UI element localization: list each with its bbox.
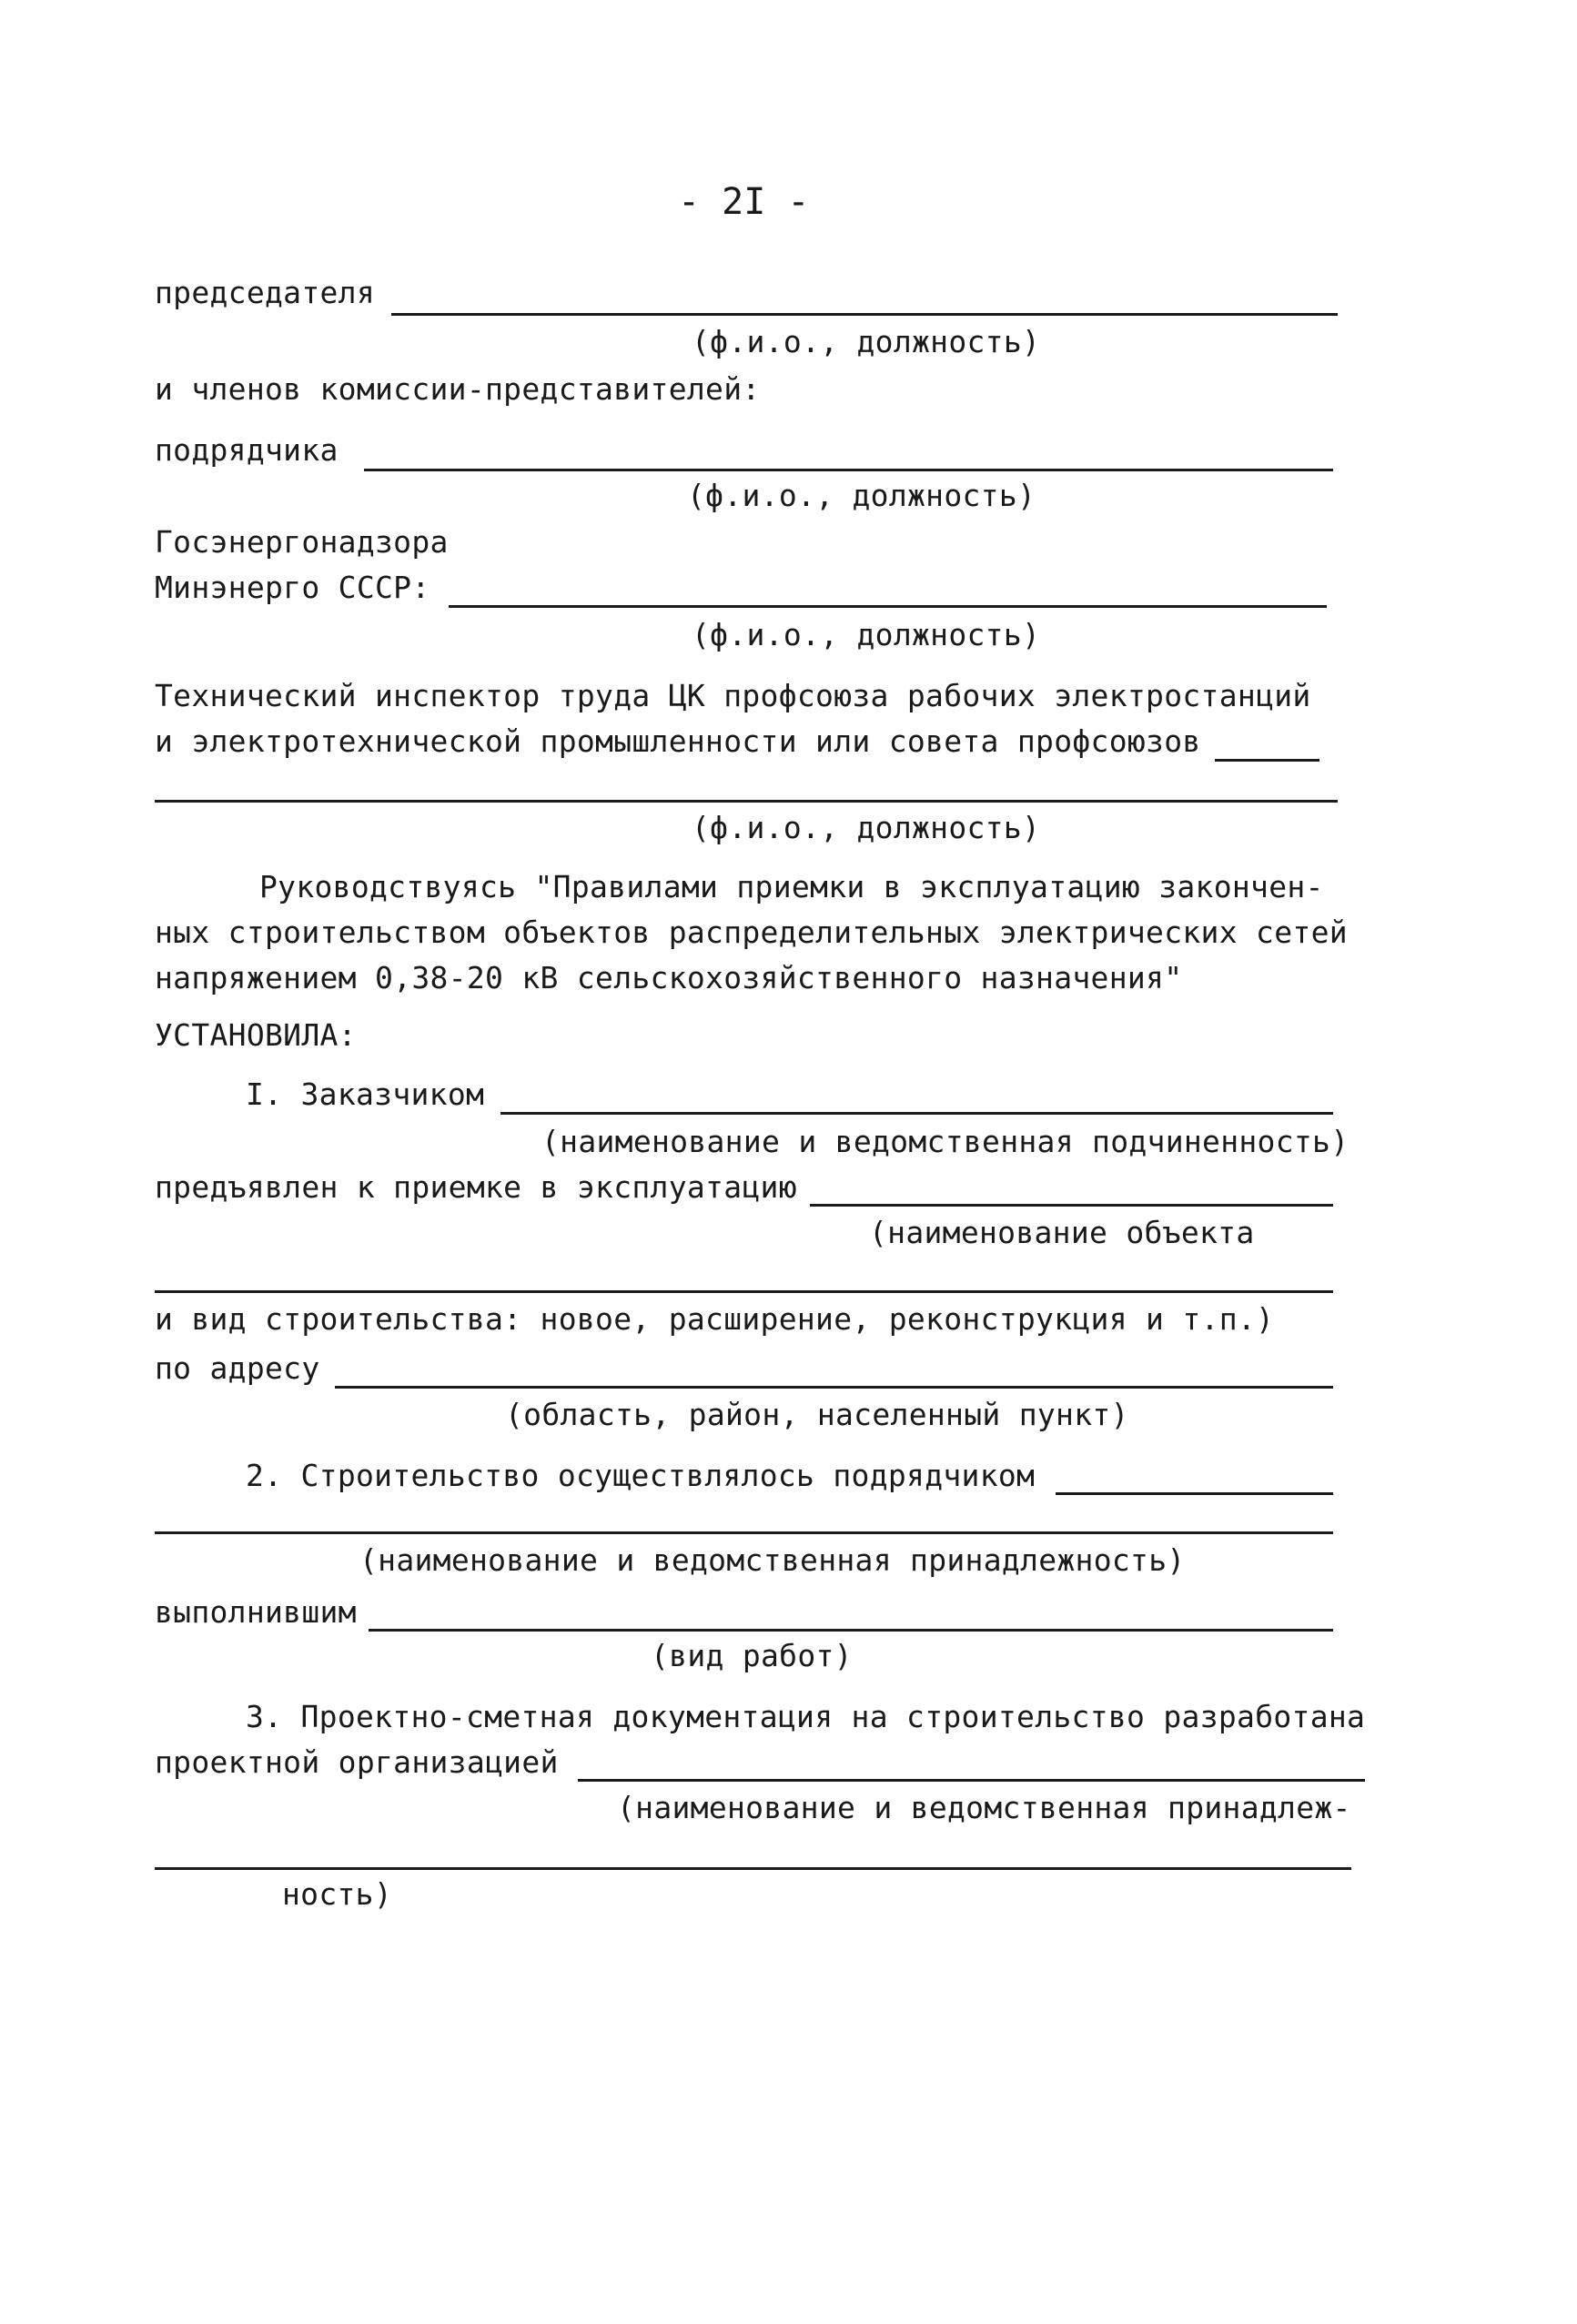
performed-fill-line[interactable] xyxy=(369,1629,1333,1632)
page-number: - 2I - xyxy=(678,181,810,223)
gosenergo-label-2: Минэнерго СССР: xyxy=(155,570,430,605)
address-label: по адресу xyxy=(155,1350,320,1386)
design-docs-line-1: 3. Проектно-сметная документация на строительство разработана xyxy=(246,1699,1366,1734)
presented-fill-line[interactable] xyxy=(810,1204,1333,1207)
construction-label: 2. Строительство осуществлялось подрядчиком xyxy=(246,1458,1036,1493)
contractor-fill-line[interactable] xyxy=(364,469,1333,471)
inspector-line-1: Технический инспектор труда ЦК профсоюза рабочих электростанций xyxy=(155,678,1311,713)
inspector-fill-line-tail[interactable] xyxy=(1215,759,1319,762)
customer-label: I. Заказчиком xyxy=(246,1076,485,1112)
address-hint: (область, район, населенный пункт) xyxy=(505,1397,1129,1432)
design-org-fill-line-2[interactable] xyxy=(155,1867,1351,1870)
design-org-fill-line[interactable] xyxy=(578,1779,1365,1782)
inspector-fill-line[interactable] xyxy=(155,800,1338,803)
contractor-label: подрядчика xyxy=(155,432,339,468)
construction-fill-line-tail[interactable] xyxy=(1056,1492,1333,1495)
performed-label: выполнившим xyxy=(155,1594,357,1630)
customer-hint: (наименование и ведомственная подчиненность) xyxy=(541,1124,1350,1159)
guided-by-line-2: ных строительством объектов распределительных электрических сетей xyxy=(155,914,1348,950)
inspector-hint: (ф.и.о., должность) xyxy=(692,810,1041,845)
gosenergo-hint: (ф.и.о., должность) xyxy=(692,617,1041,652)
construction-hint: (наименование и ведомственная принадлежность) xyxy=(359,1542,1186,1578)
gosenergo-label-1: Госэнергонадзора xyxy=(155,524,449,560)
gosenergo-fill-line[interactable] xyxy=(449,605,1327,608)
chairman-label: председателя xyxy=(155,275,376,310)
presented-label: предъявлен к приемке в эксплуатацию xyxy=(155,1169,797,1205)
established-label: УСТАНОВИЛА: xyxy=(155,1017,357,1053)
guided-by-line-1: Руководствуясь "Правилами приемки в эксплуатацию закончен- xyxy=(259,869,1324,904)
chairman-fill-line[interactable] xyxy=(391,313,1338,316)
chairman-hint: (ф.и.о., должность) xyxy=(692,324,1041,359)
design-org-hint-2: ность) xyxy=(282,1876,393,1912)
performed-hint: (вид работ) xyxy=(651,1638,853,1673)
guided-by-line-3: напряжением 0,38-20 кВ сельскохозяйственного назначения" xyxy=(155,960,1183,995)
design-org-label: проектной организацией xyxy=(155,1744,559,1780)
contractor-hint: (ф.и.о., должность) xyxy=(687,478,1036,513)
construction-fill-line[interactable] xyxy=(155,1531,1333,1534)
object-hint-1: (наименование объекта xyxy=(869,1215,1255,1250)
address-fill-line[interactable] xyxy=(335,1386,1333,1389)
object-hint-2: и вид строительства: новое, расширение, реконструкция и т.п.) xyxy=(155,1301,1275,1337)
inspector-line-2: и электротехнической промышленности или совета профсоюзов xyxy=(155,723,1201,759)
customer-fill-line[interactable] xyxy=(500,1112,1333,1115)
object-fill-line[interactable] xyxy=(155,1290,1333,1293)
design-org-hint-1: (наименование и ведомственная принадлеж- xyxy=(617,1790,1351,1825)
members-intro: и членов комиссии-представителей: xyxy=(155,371,761,407)
